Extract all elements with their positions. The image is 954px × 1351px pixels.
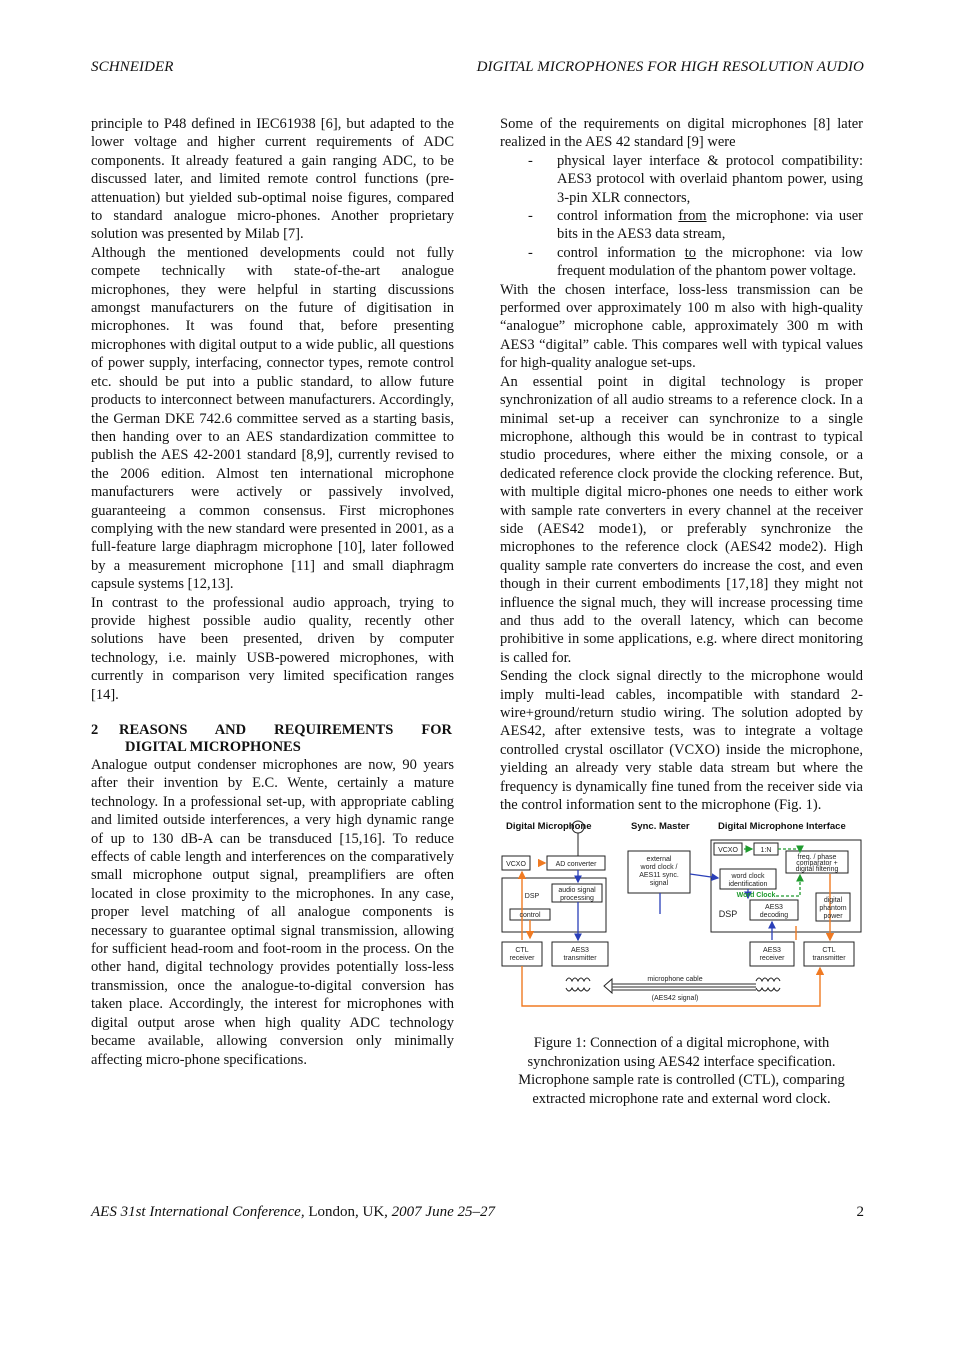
coil-right: [756, 978, 780, 981]
svg-text:digital: digital: [823, 897, 843, 905]
paragraph: An essential point in digital technology is proper synchronization of all audio streams to a reference clock. In a minimal set-up a receiver can synchronize to a single microphone, although this would be in contrast to typical studio procedures, where either the mixing console, or a dedicated reference clock provide the clocking reference. But, with multiple digital micro-phones one needs to either work with sample rate converters in every channel at the receiver side (AES42 mode1), or preferably synchronize the microphones to the reference clock (AES42 mode2). High quality sample rate converters do increase the cost, and even though in their current embodiments [17,18] they might not influence the signal much, they will increase processing time and thus add to the overall latency, which can become prohibitive in some applications, e.g. where direct monitoring is called for.: [500, 373, 863, 666]
requirements-list: [500, 152, 863, 281]
coil-right: [756, 988, 780, 991]
svg-text:AES11 sync.: AES11 sync.: [639, 872, 679, 880]
cable-label: microphone cable: [647, 976, 703, 984]
clock-arrow: [690, 874, 718, 878]
svg-text:VCXO: VCXO: [718, 847, 738, 855]
svg-text:comparator +: comparator +: [796, 860, 838, 868]
svg-text:AES3: AES3: [763, 947, 781, 955]
paragraph: Analogue output condenser microphones are now, 90 years after their invention by E.C. Wente, certainly a mature technology. In a professional set-up, with appropriate cabling and limited outside interferences, a very high dynamic range of up to 130 dB-A can be transduced [15,16]. To reduce effects of cable length and interferences on the comparatively small microphone output signal, preamplifiers are often located in close proximity to the microphones. In any case, proper level matching of all analogue components is necessary to guarantee optimal signal transmission, allowing for sufficient head-room and foot-room in the process. On the other hand, digital technology provides potentially loss-less transmission, once the analogue-to-digital conversion has taken place. Accordingly, the interest for microphones with digital output arose when high quality ADC technology became available, allowing conversion only minimally affecting micro-phone specifications.: [91, 757, 454, 1068]
list-item: - control information from the microphone: via user bits in the AES3 data stream,: [528, 208, 864, 243]
svg-text:decoding: decoding: [759, 912, 789, 920]
coil-left: [566, 988, 590, 991]
paragraph: Some of the requirements on digital microphones [8] later realized in the AES 42 standard [9] were: [500, 116, 863, 151]
svg-text:power: power: [823, 913, 843, 921]
page-number: 2: [856, 1204, 864, 1220]
svg-text:external: external: [646, 856, 672, 864]
figure-title-interface: Digital Microphone Interface: [718, 821, 846, 833]
figure-1: [500, 818, 863, 1020]
svg-text:freq. / phase: freq. / phase: [797, 854, 837, 862]
section-number: 2: [91, 722, 99, 738]
coil-left: [566, 978, 590, 981]
paragraph: principle to P48 defined in IEC61938 [6], but adapted to the lower voltage and higher current requirements of ADC components. It already featured a gain ranging ADC, to be discussed later, and limited remote control functions (pre-attenuation) but yielded sub-optimal noise figures, compared to standard analogue micro-phones. Another proprietary solution was presented by Milab [7].: [91, 116, 454, 243]
svg-text:transmitter: transmitter: [563, 955, 597, 963]
svg-text:CTL: CTL: [822, 947, 836, 955]
list-item: - control information to the microphone: via low frequent modulation of the phantom power voltage.: [528, 244, 864, 280]
section-title-line2: DIGITAL MICROPHONES: [125, 739, 301, 755]
aes3-transmitter-box: [552, 942, 608, 966]
svg-text:AES3: AES3: [765, 904, 783, 912]
svg-text:receiver: receiver: [509, 955, 535, 963]
svg-text:DSP: DSP: [718, 909, 738, 920]
svg-text:word clock /: word clock /: [640, 864, 678, 872]
svg-text:1:N: 1:N: [760, 847, 772, 855]
aes3-receiver-box: [750, 942, 794, 966]
paragraph: Sending the clock signal directly to the microphone would imply multi-lead cables, incompatible with standard 2-wire+ground/return studio wiring. The solution adopted by AES42, after extensive tests, was to integrate a voltage controlled crystal oscillator (VCXO) inside the microphone, yielding an already very stable data stream but where the frequency is dynamically fine tuned from the receiver side via the control information sent to the microphone (Fig. 1).: [500, 668, 863, 814]
svg-text:processing: processing: [560, 895, 594, 903]
svg-text:receiver: receiver: [759, 955, 785, 963]
ctl-transmitter-box: [804, 942, 854, 966]
svg-text:digital filtering: digital filtering: [795, 866, 839, 874]
svg-text:identification: identification: [728, 881, 768, 889]
footer-conference: AES 31st International Conference, London, UK, 2007 June 25–27: [91, 1204, 495, 1220]
paragraph: With the chosen interface, loss-less transmission can be performed over approximately 100 m also with high-quality “analogue” microphone cable, approximately 300 m with AES3 “digital” cable. This compares well with typical values for high-quality analogue set-ups.: [500, 281, 863, 372]
figure-title-sync: Sync. Master: [631, 821, 690, 833]
running-header-title: DIGITAL MICROPHONES FOR HIGH RESOLUTION AUDIO: [476, 59, 864, 75]
svg-text:audio signal: audio signal: [558, 887, 596, 895]
paragraph: Although the mentioned developments could not fully compete technically with state-of-the-art analogue microphones, they were helpful in starting discussions amongst manufacturers on the future of digitisation in microphones. It was found that, before presenting microphones with digital output to a wide public, all questions of power supply, interfacing, connector types, remote control etc. should be put into a public standard, to allow future products to interconnect between manufacturers. Accordingly, the German DKE 742.6 committee served as a starting basis, then handing over to an AES standardization committee to publish the AES 42-2001 standard [8,9], currently revised to the 2006 edition. Almost ten international microphone manufacturers were actively or passively involved, guaranteeing a common consensus. First microphones complying with the new standard were presented in 2001, as a full-feature large diaphragm microphone [10], later followed by a measurement microphone [11] and small diaphragm capsule systems [12,13].: [91, 244, 454, 593]
svg-text:phantom: phantom: [819, 905, 847, 913]
list-item: - physical layer interface & protocol compatibility: AES3 protocol with overlaid phantom power, using 3-pin XLR connectors,: [528, 152, 863, 206]
word-clock-label: Word Clock: [736, 892, 776, 900]
underlined-word: to: [684, 244, 697, 261]
svg-text:CTL: CTL: [515, 947, 529, 955]
section-heading: [91, 722, 454, 756]
connector-icon: [604, 979, 612, 993]
svg-text:AD converter: AD converter: [555, 861, 597, 869]
running-header-author: SCHNEIDER: [91, 59, 174, 75]
svg-text:word clock: word clock: [731, 873, 765, 881]
section-title-line1: REASONS AND REQUIREMENTS FOR: [119, 722, 452, 738]
svg-text:signal: signal: [649, 880, 669, 888]
figure-caption: Figure 1: Connection of a digital microphone, with synchronization using AES42 interface specification. Microphone sample rate is controlled (CTL), comparing extracted microphone rate and external word clock.: [518, 1035, 845, 1107]
svg-text:transmitter: transmitter: [812, 955, 846, 963]
svg-text:VCXO: VCXO: [506, 861, 526, 869]
word-clock-arrow: [776, 875, 800, 896]
ctl-receiver-box: [502, 942, 542, 966]
paragraph: In contrast to the professional audio approach, trying to provide highest possible audio quality, recently other solutions have been presented, driven by computer technology, i.e. mainly USB-powered microphones, with currently in comparison very limited specification ranges [14].: [91, 594, 454, 703]
underlined-word: from: [678, 208, 707, 225]
svg-text:control: control: [519, 912, 541, 920]
svg-text:DSP: DSP: [524, 893, 540, 901]
figure-title-mic: Digital Microphone: [506, 821, 592, 833]
svg-text:AES3: AES3: [571, 947, 589, 955]
left-column: [91, 115, 454, 1069]
block-diagram: [500, 818, 863, 1020]
aes42-label: (AES42 signal): [651, 995, 699, 1003]
right-column: [500, 115, 863, 1108]
